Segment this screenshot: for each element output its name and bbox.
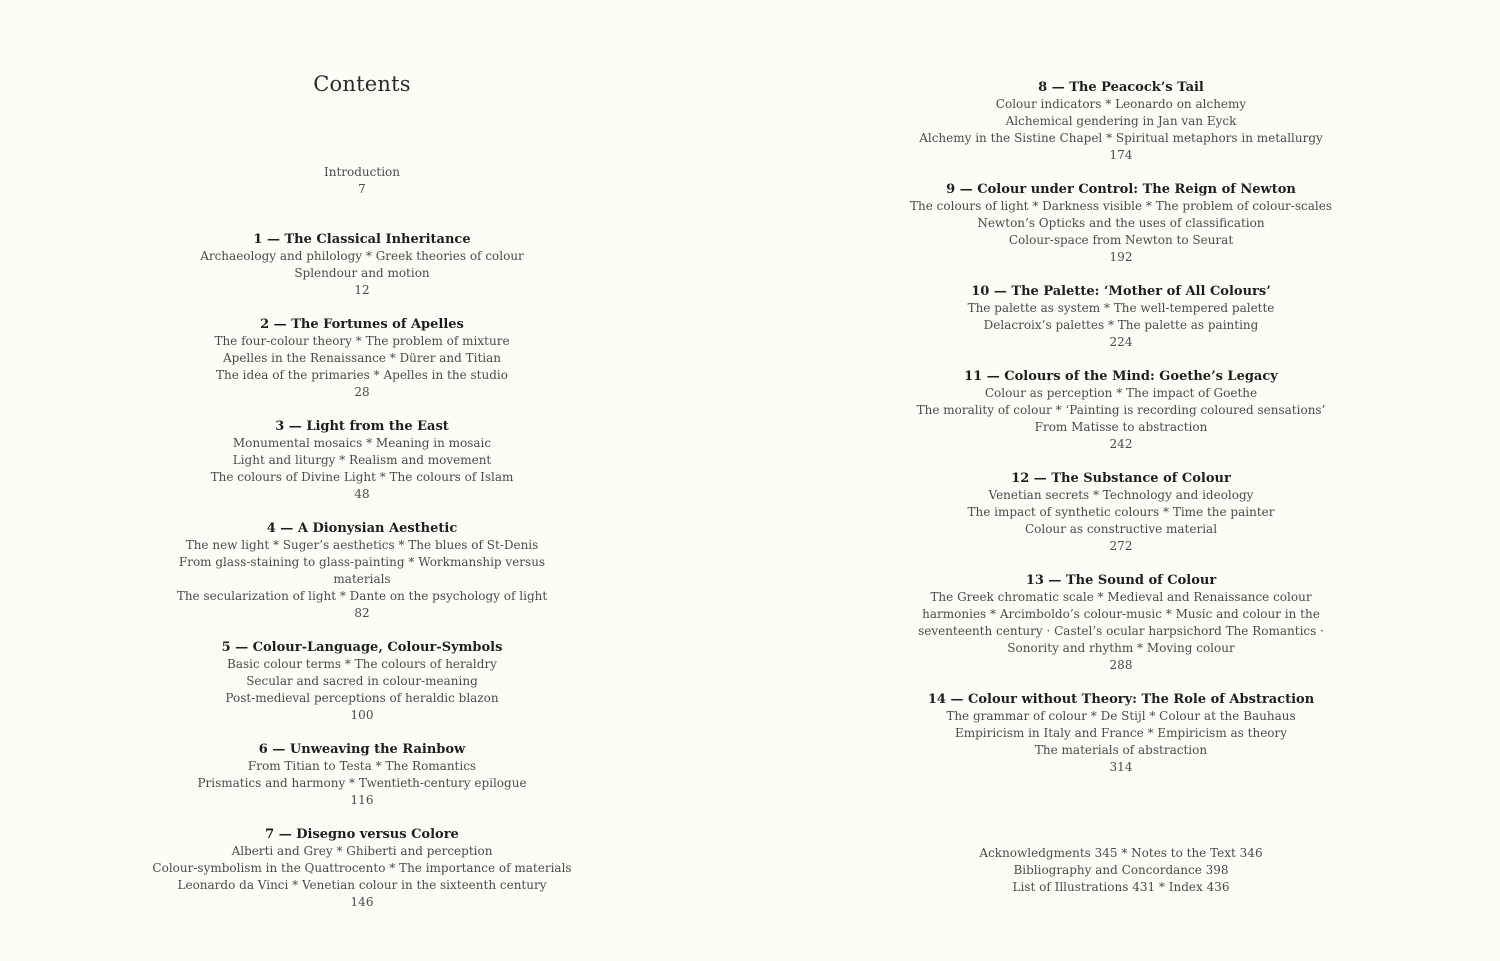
chapter-page-number: 116 xyxy=(350,793,374,807)
chapter-topics-line: The new light * Suger’s aesthetics * The blues of St-Denis xyxy=(185,538,539,552)
chapter-topics-line: Delacroix’s palettes * The palette as painting xyxy=(983,318,1259,332)
chapter-heading: 5 — Colour-Language, Colour-Symbols xyxy=(221,640,503,655)
chapter-entry[interactable] xyxy=(152,639,572,724)
chapter-topics-line: Sonority and rhythm * Moving colour xyxy=(1007,641,1235,655)
chapter-topics-line: The impact of synthetic colours * Time the painter xyxy=(967,505,1275,519)
chapter-page-number: 224 xyxy=(1109,335,1133,349)
page-title: Contents xyxy=(313,72,411,96)
chapter-entry[interactable] xyxy=(152,231,572,299)
chapter-entry[interactable] xyxy=(152,418,572,503)
introduction-page: 7 xyxy=(358,182,366,196)
chapter-heading: 2 — The Fortunes of Apelles xyxy=(260,317,464,332)
chapter-heading: 7 — Disegno versus Colore xyxy=(265,827,459,842)
chapter-topics-line: Apelles in the Renaissance * Dürer and Titian xyxy=(222,351,502,365)
contents-right-column xyxy=(900,79,1342,793)
chapter-page-number: 48 xyxy=(354,487,370,501)
chapter-topics-line: The Greek chromatic scale * Medieval and Renaissance colour xyxy=(930,590,1312,604)
chapter-topics-line: The grammar of colour * De Stijl * Colour at the Bauhaus xyxy=(946,709,1296,723)
chapter-topics-line: Colour indicators * Leonardo on alchemy xyxy=(995,97,1247,111)
chapter-page-number: 82 xyxy=(354,606,370,620)
introduction-entry[interactable] xyxy=(152,164,572,198)
chapter-entry[interactable] xyxy=(900,470,1342,555)
chapter-heading: 10 — The Palette: ‘Mother of All Colours’ xyxy=(971,284,1271,299)
chapter-heading: 6 — Unweaving the Rainbow xyxy=(258,742,466,757)
chapter-topics-line: The palette as system * The well-tempered palette xyxy=(967,301,1275,315)
chapter-entry[interactable] xyxy=(900,283,1342,351)
chapter-topics-line: Colour-symbolism in the Quattrocento * The importance of materials xyxy=(152,861,572,875)
chapter-topics-line: From Titian to Testa * The Romantics xyxy=(247,759,477,773)
chapter-heading: 8 — The Peacock’s Tail xyxy=(1038,80,1204,95)
chapter-page-number: 12 xyxy=(354,283,370,297)
chapter-topics-line: The materials of abstraction xyxy=(1034,743,1208,757)
chapter-heading: 1 — The Classical Inheritance xyxy=(253,232,471,247)
chapter-entry[interactable] xyxy=(152,826,572,911)
chapter-topics-line: Alberti and Grey * Ghiberti and perception xyxy=(231,844,493,858)
chapter-entry[interactable] xyxy=(900,572,1342,674)
chapter-topics-line: From glass-staining to glass-painting * Workmanship versus materials xyxy=(178,555,546,586)
chapter-topics-line: Alchemy in the Sistine Chapel * Spiritual metaphors in metallurgy xyxy=(919,131,1323,145)
chapter-topics-line: Light and liturgy * Realism and movement xyxy=(232,453,492,467)
chapter-entry[interactable] xyxy=(152,741,572,809)
chapter-topics-line: Splendour and motion xyxy=(294,266,430,280)
chapter-heading: 14 — Colour without Theory: The Role of Abstraction xyxy=(927,692,1315,707)
chapter-entry[interactable] xyxy=(900,368,1342,453)
chapter-heading: 12 — The Substance of Colour xyxy=(1011,471,1231,486)
introduction-label: Introduction xyxy=(324,165,400,179)
chapter-topics-line: Newton’s Opticks and the uses of classification xyxy=(977,216,1265,230)
chapter-topics-line: Archaeology and philology * Greek theories of colour xyxy=(200,249,524,263)
chapter-topics-line: Alchemical gendering in Jan van Eyck xyxy=(1005,114,1237,128)
chapter-topics-line: harmonies * Arcimboldo’s colour-music * Music and colour in the xyxy=(922,607,1320,621)
chapter-entry[interactable] xyxy=(900,79,1342,164)
chapter-topics-line: The idea of the primaries * Apelles in the studio xyxy=(216,368,508,382)
chapter-topics-line: Empiricism in Italy and France * Empiricism as theory xyxy=(954,726,1288,740)
chapter-topics-line: The colours of Divine Light * The colours of Islam xyxy=(210,470,514,484)
chapter-topics-line: The four-colour theory * The problem of mixture xyxy=(214,334,510,348)
chapter-topics-line: Leonardo da Vinci * Venetian colour in the sixteenth century xyxy=(177,878,547,892)
chapter-page-number: 100 xyxy=(350,708,374,722)
chapter-topics-line: The colours of light * Darkness visible * The problem of colour-scales xyxy=(910,199,1332,213)
chapter-page-number: 288 xyxy=(1109,658,1133,672)
chapter-topics-line: Colour as constructive material xyxy=(1024,522,1218,536)
chapter-topics-line: Colour as perception * The impact of Goethe xyxy=(984,386,1258,400)
chapter-page-number: 242 xyxy=(1109,437,1133,451)
chapter-topics-line: Venetian secrets * Technology and ideology xyxy=(988,488,1254,502)
chapter-topics-line: Secular and sacred in colour-meaning xyxy=(246,674,478,688)
chapter-page-number: 272 xyxy=(1109,539,1133,553)
backmatter-line[interactable]: List of Illustrations 431 * Index 436 xyxy=(1012,880,1230,894)
chapter-topics-line: The morality of colour * ‘Painting is recording coloured sensations’ xyxy=(916,403,1326,417)
chapter-topics-line: Basic colour terms * The colours of heraldry xyxy=(227,657,497,671)
chapter-heading: 13 — The Sound of Colour xyxy=(1025,573,1217,588)
chapter-page-number: 192 xyxy=(1109,250,1133,264)
backmatter-line[interactable]: Bibliography and Concordance 398 xyxy=(1013,863,1229,877)
chapter-entry[interactable] xyxy=(152,520,572,622)
chapter-topics-line: seventeenth century · Castel’s ocular harpsichord The Romantics · xyxy=(918,624,1324,638)
chapter-topics-line: Prismatics and harmony * Twentieth-century epilogue xyxy=(197,776,527,790)
backmatter-list xyxy=(900,845,1342,896)
chapter-entry[interactable] xyxy=(152,316,572,401)
chapter-page-number: 146 xyxy=(350,895,374,909)
chapter-page-number: 174 xyxy=(1109,148,1133,162)
backmatter-line[interactable]: Acknowledgments 345 * Notes to the Text 346 xyxy=(979,846,1263,860)
chapter-topics-line: Monumental mosaics * Meaning in mosaic xyxy=(232,436,492,450)
chapter-page-number: 28 xyxy=(354,385,370,399)
chapter-topics-line: The secularization of light * Dante on the psychology of light xyxy=(176,589,548,603)
chapter-topics-line: Post-medieval perceptions of heraldic blazon xyxy=(225,691,499,705)
chapter-topics-line: From Matisse to abstraction xyxy=(1034,420,1208,434)
chapter-page-number: 314 xyxy=(1109,760,1133,774)
chapter-heading: 4 — A Dionysian Aesthetic xyxy=(266,521,458,536)
chapter-heading: 3 — Light from the East xyxy=(275,419,449,434)
chapter-heading: 11 — Colours of the Mind: Goethe’s Legacy xyxy=(964,369,1278,384)
contents-left-column xyxy=(152,164,572,928)
chapter-heading: 9 — Colour under Control: The Reign of Newton xyxy=(946,182,1296,197)
chapter-topics-line: Colour-space from Newton to Seurat xyxy=(1008,233,1234,247)
chapter-entry[interactable] xyxy=(900,181,1342,266)
chapter-entry[interactable] xyxy=(900,691,1342,776)
